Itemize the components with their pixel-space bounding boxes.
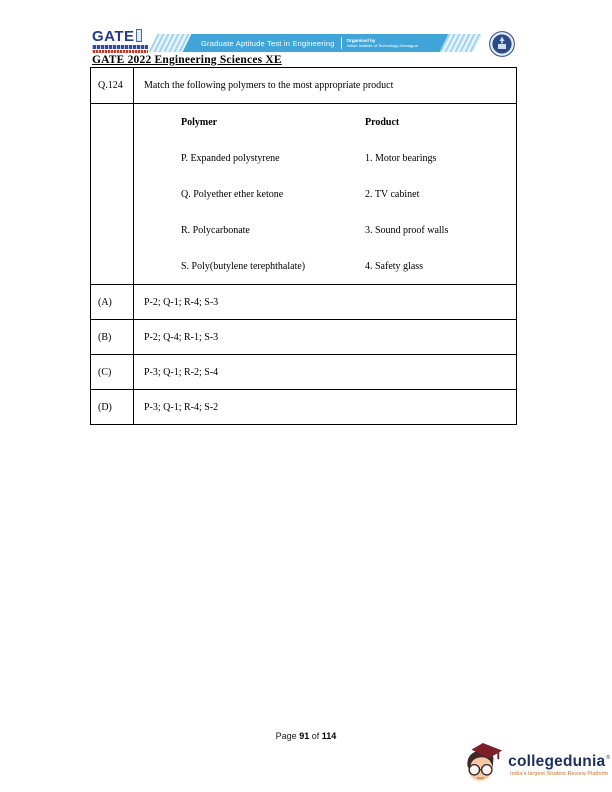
option-text: P-3; Q-1; R-2; S-4 [134,355,517,390]
gate-logo-text: GATE [92,28,135,45]
product-item: 3. Sound proof walls [365,224,449,236]
match-pair-row [181,176,516,212]
option-row-d [91,390,517,425]
page-title: GATE 2022 Engineering Sciences XE [92,54,282,66]
banner-institute: Indian Institute of Technology Kharagpur [346,43,419,49]
collegedunia-tagline: India's largest Student Review Platform [510,771,609,777]
option-label: (D) [91,390,134,425]
match-lists [144,104,516,284]
match-row [91,104,517,285]
match-pair-row [181,248,516,284]
gate-logo-blue-strip [92,45,148,49]
option-row-a [91,285,517,320]
option-label: (C) [91,355,134,390]
banner-title: Graduate Aptitude Test in Engineering [201,38,335,48]
page-number: 91 [299,731,310,741]
product-column-header: Product [365,116,400,128]
option-text: P-2; Q-1; R-4; S-3 [134,285,517,320]
collegedunia-mascot-icon [459,742,505,788]
banner-organised-by: Organised by [346,37,376,43]
polymer-item: R. Polycarbonate [181,224,250,236]
gate-logo-sidebox [136,29,142,42]
option-label: (B) [91,320,134,355]
match-header-row [181,104,516,140]
polymer-column-header: Polymer [181,116,218,128]
product-item: 4. Safety glass [365,260,424,272]
banner-hatch-right [440,34,483,52]
product-item: 2. TV cabinet [365,188,420,200]
iit-kharagpur-seal-icon [489,31,515,57]
banner-divider [341,37,342,49]
polymer-item: P. Expanded polystyrene [181,152,280,164]
option-text: P-2; Q-4; R-1; S-3 [134,320,517,355]
question-prompt-row [91,68,517,104]
option-text: P-3; Q-1; R-4; S-2 [134,390,517,425]
of-label: of [311,731,320,741]
page-footer [0,731,612,741]
option-label: (A) [91,285,134,320]
option-row-c [91,355,517,390]
polymer-item: Q. Polyether ether ketone [181,188,284,200]
page-label: Page [275,731,297,741]
match-pair-row [181,212,516,248]
question-prompt: Match the following polymers to the most appropriate product [134,68,517,104]
option-row-b [91,320,517,355]
gate-logo-red-strip [92,50,148,53]
polymer-item: S. Poly(butylene terephthalate) [181,260,306,272]
match-pair-row [181,140,516,176]
registered-mark: ® [606,755,610,761]
question-table [90,67,517,425]
gate-header-banner [149,34,483,52]
product-item: 1. Motor bearings [365,152,437,164]
collegedunia-logo [459,742,610,788]
question-number: Q.124 [91,68,134,104]
total-pages: 114 [321,731,337,741]
collegedunia-wordmark: collegedunia [508,753,606,770]
match-empty-cell [91,104,134,285]
gate-logo [92,29,152,53]
